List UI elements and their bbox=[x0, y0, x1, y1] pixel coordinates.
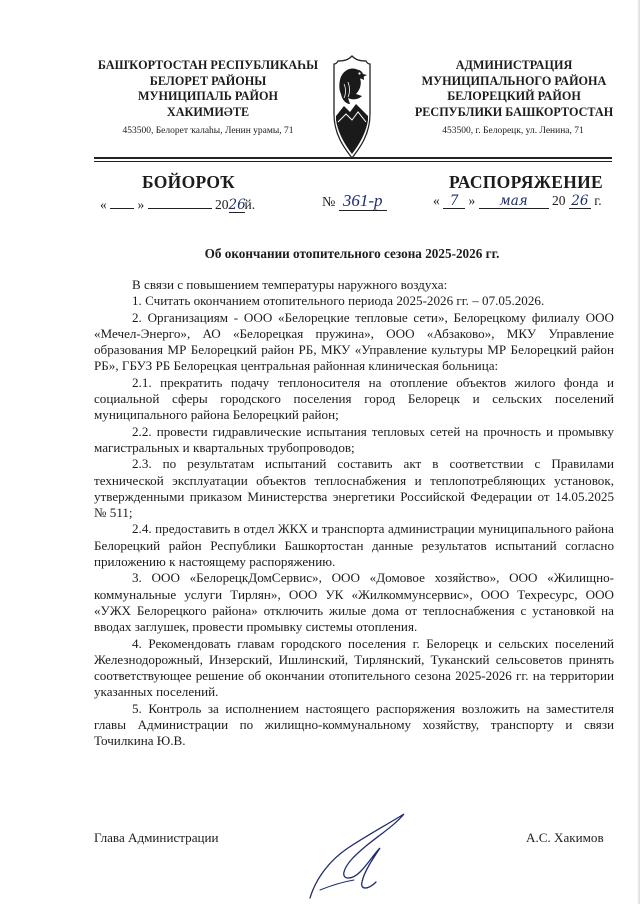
body-paragraph: 2.2. провести гидравлические испытания тепловых сетей на прочность и промывку магистральных и квартальных трубопроводов; bbox=[94, 423, 614, 455]
body-paragraph: 2.3. по результатам испытаний составить акт в соответствии с Правилами технической эксплуатации объектов теплоснабжения и теплопотребляющих установок, утвержденными приказом Министерства энергетики Российской Федерации от 14.05.2025 № 511; bbox=[94, 456, 614, 521]
body-paragraph: 1. Считать окончанием отопительного периода 2025-2026 гг. – 07.05.2026. bbox=[132, 293, 545, 309]
date-right-open-quote: « bbox=[433, 193, 440, 208]
header-divider-thin bbox=[94, 161, 612, 162]
date-right-year-prefix: 20 bbox=[552, 193, 566, 208]
date-right-day: 7 bbox=[449, 193, 459, 209]
date-right-suffix: г. bbox=[594, 193, 602, 208]
date-right-close-quote: » bbox=[468, 193, 476, 208]
date-right-month: мая bbox=[499, 193, 528, 209]
body-paragraph: 2.1. прекратить подачу теплоносителя на отопление объектов жилого фонда и социальной сферы городского поселения город Белорецк и сельских поселений муниципального района Белорецкий район; bbox=[94, 374, 614, 423]
date-left bbox=[100, 193, 255, 213]
header-right-line: БЕЛОРЕЦКИЙ РАЙОН bbox=[447, 89, 581, 103]
body-paragraph: 2. Организациям - ООО «Белорецкие тепловые сети», Белорецкому филиалу ООО «Мечел-Энерго», АО «Белорецкая пружина», ООО «Абзаково», МКУ Управление образования МР Белорецкий район РБ, МКУ «Управление культуры МР Белорецкий район РБ», ГБУЗ РБ Белорецкая центральная районная клиническая больница: bbox=[94, 309, 614, 374]
body-paragraph: 3. ООО «БелорецкДомСервис», ООО «Домовое хозяйство», ООО «Жилищно-коммунальные услуги Тирлян», ООО УК «Жилкоммунсервис», ООО Техресурс, ООО «УЖХ Белорецкого района» отключить жилые дома от теплоснабжения с установкой на вводах заглушек, провести промывку системы отопления. bbox=[94, 570, 614, 635]
date-left-suffix: й. bbox=[244, 197, 256, 212]
date-left-month-blank bbox=[148, 193, 212, 209]
number-sign: № bbox=[322, 195, 336, 210]
document-number bbox=[322, 191, 387, 211]
signatory-name: А.С. Хакимов bbox=[526, 830, 604, 845]
header-right-address: 453500, г. Белорецк, ул. Ленина, 71 bbox=[442, 126, 584, 136]
date-left-year-hand: 26 bbox=[228, 197, 246, 213]
header-divider-thick bbox=[94, 157, 612, 159]
date-right bbox=[433, 193, 602, 209]
date-left-day-blank bbox=[110, 193, 134, 209]
document-body bbox=[94, 277, 614, 750]
body-paragraph: 4. Рекомендовать главам городского поселения г. Белорецк и сельских поселений Железнодорожный, Инзерский, Ишлинский, Тирлянский, Туканский сельсоветов принять соответствующее решение об окончании отопительного сезона 2025-2026 гг. на территории указанных поселений. bbox=[94, 635, 614, 700]
date-left-open-quote: « bbox=[100, 197, 107, 212]
body-paragraph: 5. Контроль за исполнением настоящего распоряжения возложить на заместителя главы Администрации по жилищно-коммунальному хозяйству, транспорту и связи Точилкина Ю.В. bbox=[94, 700, 614, 749]
header-left-line: МУНИЦИПАЛЬ РАЙОН bbox=[138, 89, 278, 103]
header-left-line: БЕЛОРЕТ РАЙОНЫ bbox=[149, 73, 267, 88]
header-right-line: АДМИНИСТРАЦИЯ bbox=[455, 58, 573, 72]
body-paragraph: В связи с повышением температуры наружного воздуха: bbox=[132, 277, 448, 292]
header-left-block bbox=[92, 58, 324, 120]
document-title: Об окончании отопительного сезона 2025-2026 гг. bbox=[204, 246, 500, 261]
body-paragraph: 2.4. предоставить в отдел ЖКХ и транспорта администрации муниципального района Белорецкий район Республики Башкортостан данные результатов испытаний согласно приложению к настоящему распоряжению. bbox=[94, 521, 614, 570]
date-left-year-prefix: 20 bbox=[215, 197, 229, 212]
handwritten-signature bbox=[296, 808, 426, 904]
header-left-address: 453500, Белорет ҡалаһы, Ленин урамы, 71 bbox=[122, 126, 294, 136]
doc-type-russian: РАСПОРЯЖЕНИЕ bbox=[449, 172, 604, 192]
date-left-close-quote: » bbox=[137, 197, 145, 212]
doc-type-bashkir: БОЙОРОҠ bbox=[142, 172, 236, 192]
header-right-line: РЕСПУБЛИКИ БАШКОРТОСТАН bbox=[414, 104, 614, 119]
number-handwritten: 361-р bbox=[339, 191, 387, 211]
header-right-block bbox=[398, 58, 630, 120]
header-left-line: ХАКИМИӘТЕ bbox=[166, 104, 250, 119]
header-right-line: МУНИЦИПАЛЬНОГО РАЙОНА bbox=[421, 73, 607, 88]
header-left-line: БАШҠОРТОСТАН РЕСПУБЛИКАҺЫ bbox=[97, 58, 319, 72]
date-right-year-hand: 26 bbox=[571, 193, 589, 209]
signatory-position: Глава Администрации bbox=[94, 830, 219, 845]
coat-of-arms-emblem bbox=[322, 54, 382, 162]
